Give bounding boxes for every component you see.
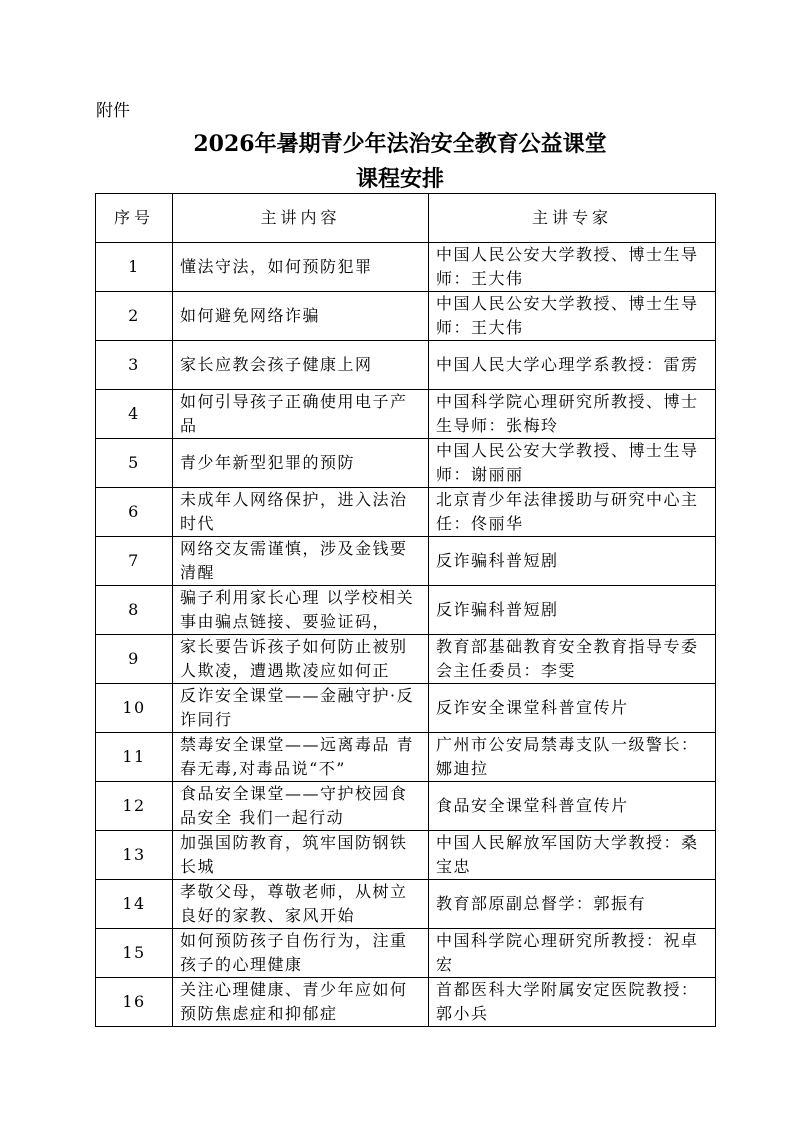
row-number: 5	[96, 439, 173, 488]
row-expert-cell	[429, 684, 716, 733]
row-expert-cell	[429, 488, 716, 537]
row-topic-cell	[173, 929, 429, 978]
row-topic: 家长应教会孩子健康上网	[180, 355, 373, 374]
header-topic: 主讲内容	[173, 194, 429, 243]
row-topic-cell	[173, 635, 429, 684]
table-row	[96, 390, 716, 439]
table-row	[96, 684, 716, 733]
row-expert: 北京青少年法律援助与研究中心主任：佟丽华	[436, 490, 699, 533]
row-expert: 教育部原副总督学：郭振有	[436, 894, 647, 913]
row-expert: 中国人民公安大学教授、博士生导师：王大伟	[436, 245, 699, 288]
row-expert: 中国人民公安大学教授、博士生导师：谢丽丽	[436, 441, 699, 484]
row-expert: 中国人民解放军国防大学教授：桑宝忠	[436, 833, 699, 876]
document-subtitle: 课程安排	[355, 166, 444, 192]
row-topic: 家长要告诉孩子如何防止被别人欺凌，遭遇欺凌应如何正	[180, 637, 408, 680]
row-expert: 教育部基础教育安全教育指导专委会主任委员：李雯	[436, 637, 699, 680]
row-topic: 如何引导孩子正确使用电子产品	[180, 392, 408, 435]
table-row	[96, 733, 716, 782]
row-number: 13	[96, 831, 173, 880]
row-number: 10	[96, 684, 173, 733]
row-topic-cell	[173, 978, 429, 1027]
row-number: 7	[96, 537, 173, 586]
row-number: 15	[96, 929, 173, 978]
table-row	[96, 831, 716, 880]
row-topic-cell	[173, 831, 429, 880]
row-expert-cell	[429, 341, 716, 390]
row-expert-cell	[429, 439, 716, 488]
table-row	[96, 439, 716, 488]
row-topic: 如何避免网络诈骗	[180, 306, 321, 325]
row-expert-cell	[429, 586, 716, 635]
row-topic-cell	[173, 782, 429, 831]
row-number: 11	[96, 733, 173, 782]
row-expert-cell	[429, 978, 716, 1027]
row-number: 3	[96, 341, 173, 390]
row-topic: 加强国防教育，筑牢国防钢铁长城	[180, 833, 408, 876]
row-expert-cell	[429, 390, 716, 439]
table-row	[96, 586, 716, 635]
row-number: 2	[96, 292, 173, 341]
table-row	[96, 880, 716, 929]
row-topic: 青少年新型犯罪的预防	[180, 453, 356, 472]
document-title: 2026年暑期青少年法治安全教育公益课堂	[193, 131, 607, 157]
row-topic-cell	[173, 439, 429, 488]
row-topic-cell	[173, 537, 429, 586]
table-row	[96, 292, 716, 341]
row-topic: 网络交友需谨慎，涉及金钱要清醒	[180, 539, 408, 582]
attachment-label: 附件	[96, 101, 130, 121]
row-topic: 食品安全课堂——守护校园食品安全 我们一起行动	[180, 784, 408, 827]
row-number: 6	[96, 488, 173, 537]
row-topic-cell	[173, 243, 429, 292]
row-topic-cell	[173, 880, 429, 929]
row-expert: 广州市公安局禁毒支队一级警长：娜迪拉	[436, 735, 699, 778]
row-expert-cell	[429, 880, 716, 929]
row-expert-cell	[429, 733, 716, 782]
row-expert: 中国人民大学心理学系教授：雷雳	[436, 355, 699, 374]
row-topic: 未成年人网络保护，进入法治时代	[180, 490, 408, 533]
row-topic-cell	[173, 390, 429, 439]
row-topic-cell	[173, 341, 429, 390]
row-topic: 禁毒安全课堂——远离毒品 青春无毒,对毒品说“不”	[180, 735, 415, 778]
row-number: 4	[96, 390, 173, 439]
row-number: 12	[96, 782, 173, 831]
row-expert: 食品安全课堂科普宣传片	[436, 796, 629, 815]
row-topic-cell	[173, 488, 429, 537]
course-schedule-table	[95, 193, 716, 1027]
table-row	[96, 488, 716, 537]
row-expert: 反诈骗科普短剧	[436, 600, 559, 619]
row-number: 9	[96, 635, 173, 684]
table-header-row	[96, 194, 716, 243]
row-expert-cell	[429, 243, 716, 292]
table-body	[96, 243, 716, 1027]
row-topic: 反诈安全课堂——金融守护·反诈同行	[180, 686, 415, 729]
row-number: 8	[96, 586, 173, 635]
row-topic-cell	[173, 733, 429, 782]
row-topic-cell	[173, 684, 429, 733]
row-topic: 关注心理健康、青少年应如何预防焦虑症和抑郁症	[180, 980, 408, 1023]
row-number: 14	[96, 880, 173, 929]
table-row	[96, 243, 716, 292]
table-row	[96, 929, 716, 978]
table-row	[96, 341, 716, 390]
row-expert: 中国人民公安大学教授、博士生导师：王大伟	[436, 294, 699, 337]
row-topic: 如何预防孩子自伤行为，注重孩子的心理健康	[180, 931, 408, 974]
table-row	[96, 537, 716, 586]
row-expert-cell	[429, 831, 716, 880]
row-expert-cell	[429, 292, 716, 341]
row-expert-cell	[429, 782, 716, 831]
row-expert-cell	[429, 929, 716, 978]
row-topic-cell	[173, 586, 429, 635]
header-expert: 主讲专家	[429, 194, 716, 243]
row-expert-cell	[429, 537, 716, 586]
header-no: 序号	[96, 194, 173, 243]
row-expert: 反诈安全课堂科普宣传片	[436, 698, 629, 717]
table-row	[96, 635, 716, 684]
row-expert: 反诈骗科普短剧	[436, 551, 559, 570]
row-number: 1	[96, 243, 173, 292]
row-expert: 中国科学院心理研究所教授、博士生导师：张梅玲	[436, 392, 699, 435]
table-row	[96, 978, 716, 1027]
row-topic: 孝敬父母，尊敬老师，从树立良好的家教、家风开始	[180, 882, 408, 925]
row-expert: 首都医科大学附属安定医院教授：郭小兵	[436, 980, 699, 1023]
row-topic: 骗子利用家长心理 以学校相关事由骗点链接、要验证码，	[180, 588, 415, 631]
row-topic-cell	[173, 292, 429, 341]
row-topic: 懂法守法，如何预防犯罪	[180, 257, 373, 276]
row-expert: 中国科学院心理研究所教授：祝卓宏	[436, 931, 699, 974]
table-row	[96, 782, 716, 831]
row-expert-cell	[429, 635, 716, 684]
row-number: 16	[96, 978, 173, 1027]
